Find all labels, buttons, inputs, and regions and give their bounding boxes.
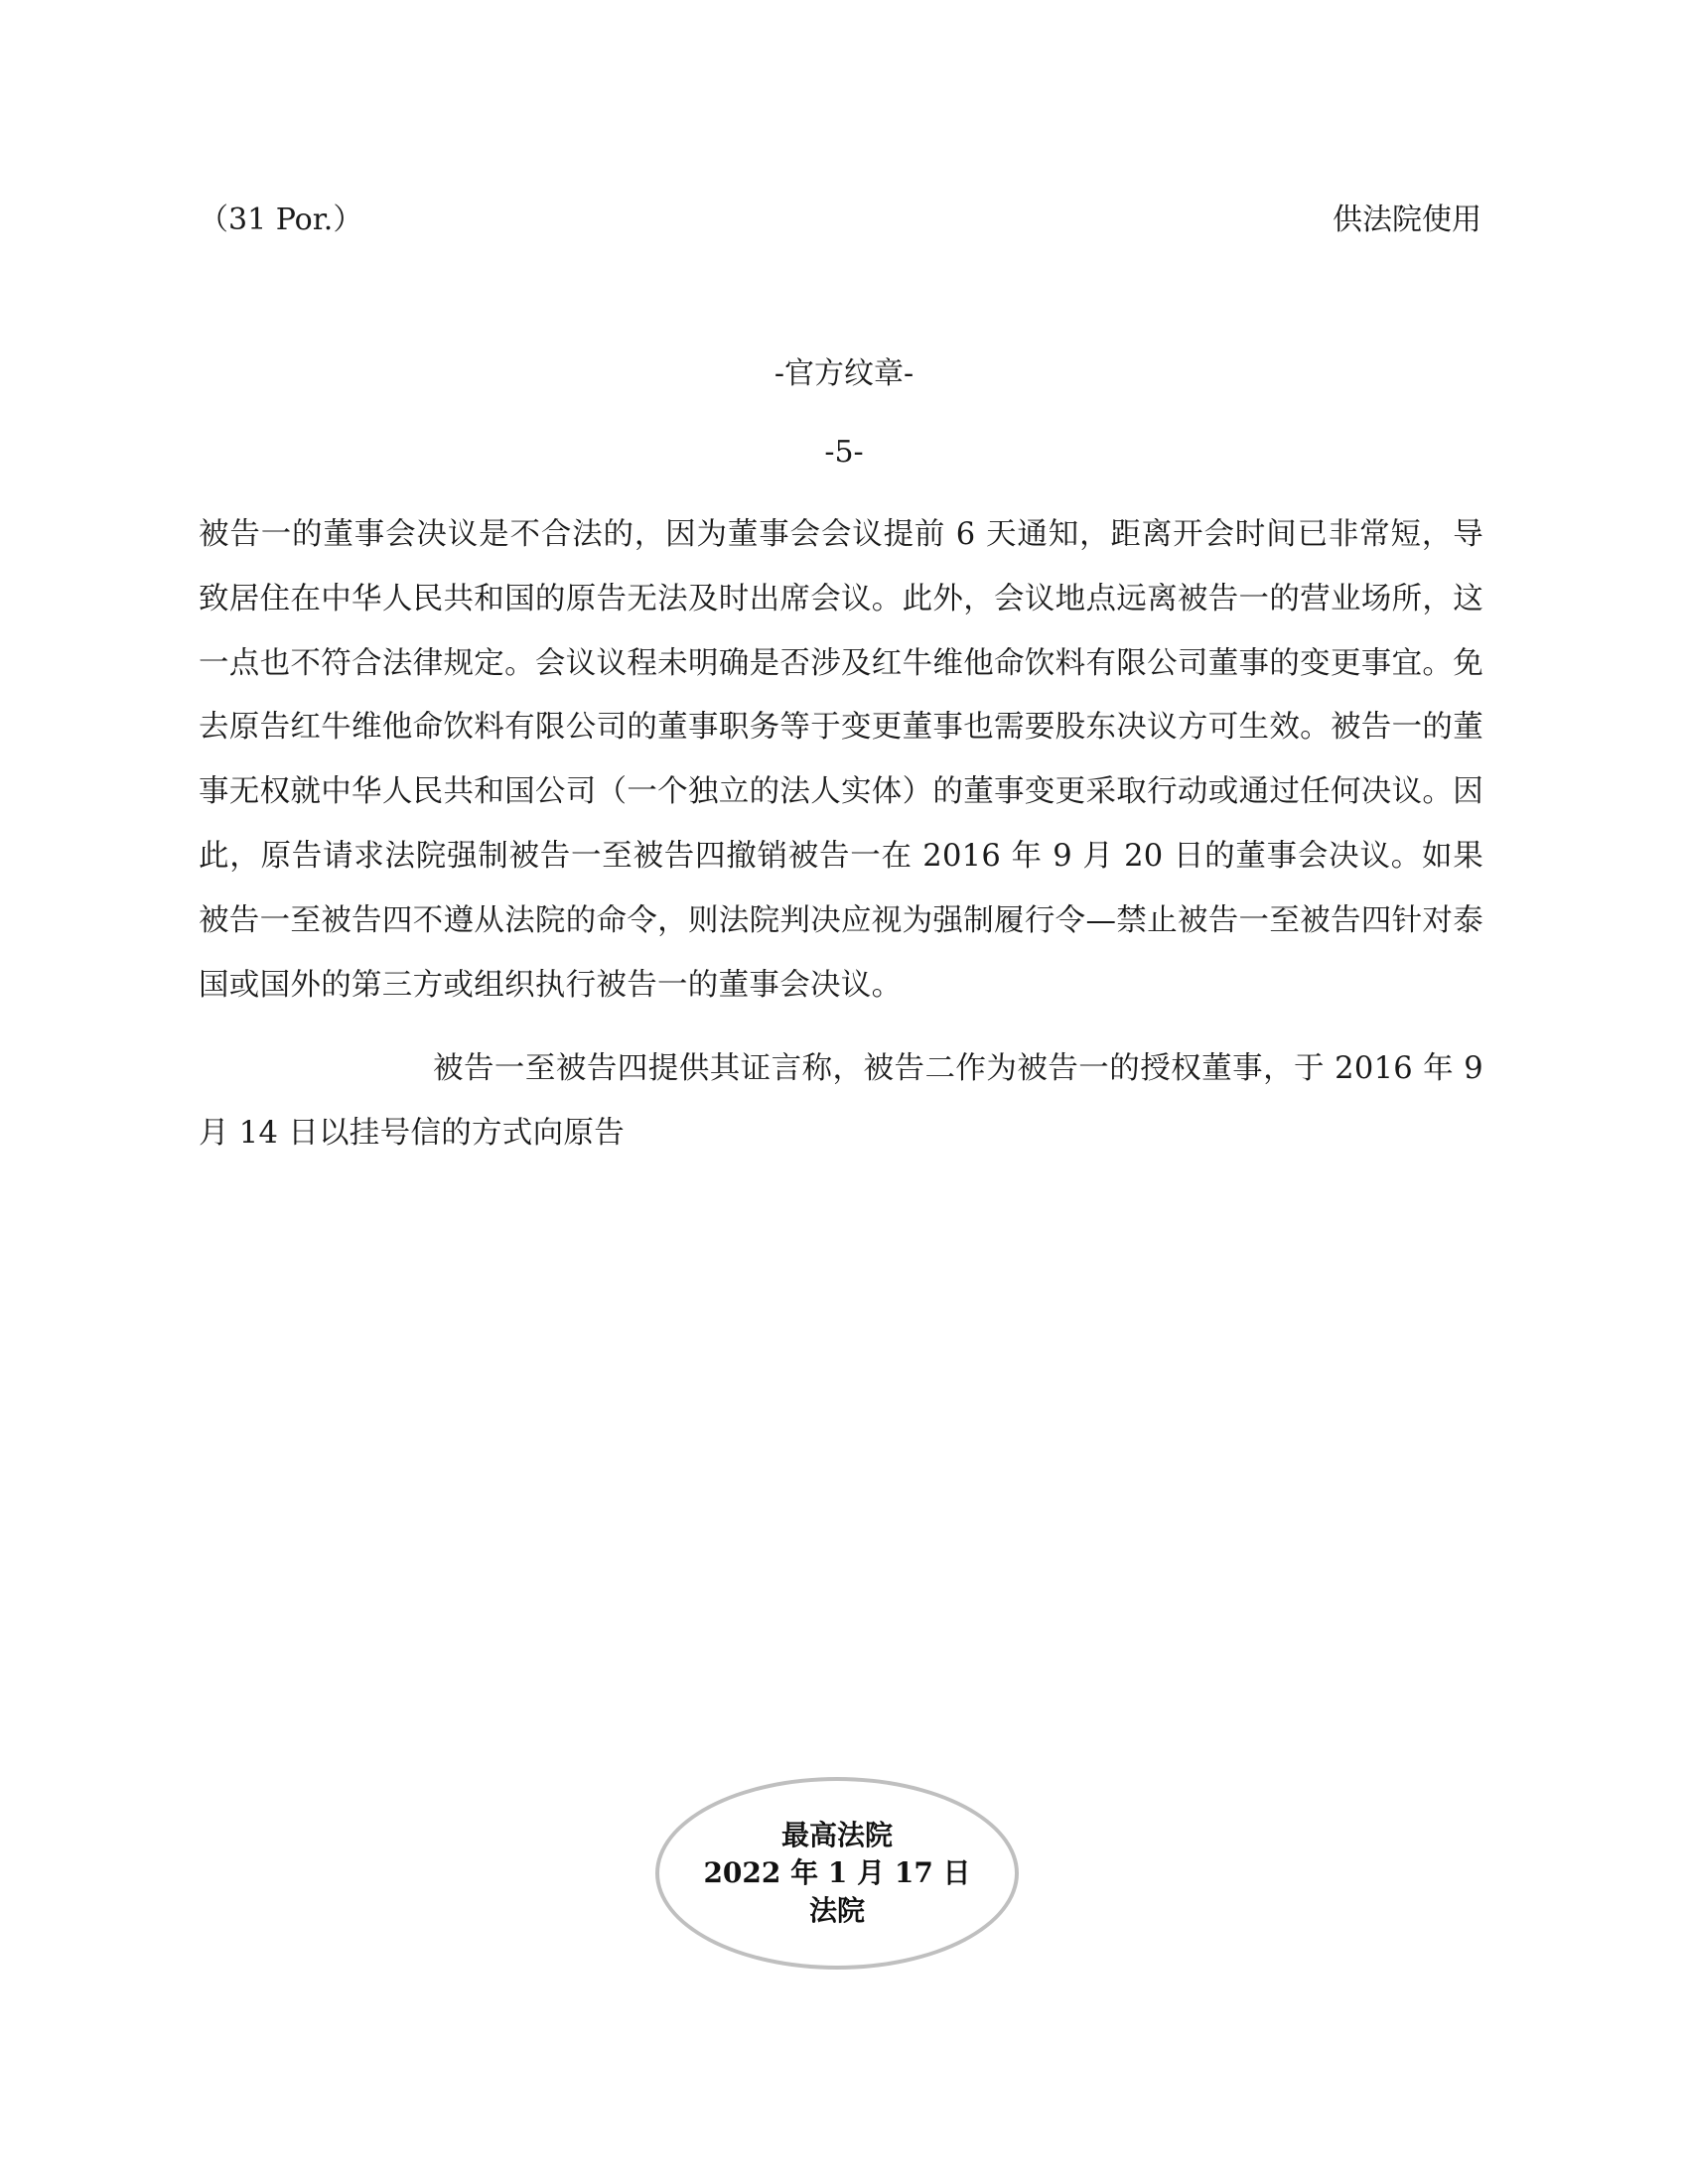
seal-label: 法院 [808, 1894, 865, 1927]
page-number: -5- [824, 435, 864, 470]
document-body [199, 503, 1483, 1166]
seal-court-name: 最高法院 [780, 1819, 893, 1851]
case-reference: （31 Por.） [199, 203, 363, 237]
court-use-label: 供法院使用 [1333, 203, 1481, 237]
paragraph: 被告一的董事会决议是不合法的，因为董事会会议提前 6 天通知，距离开会时间已非常短，导致居住在中华人民共和国的原告无法及时出席会议。此外，会议地点远离被告一的营业场所，这一点也不符合法律规定。会议议程未明确是否涉及红牛维他命饮料有限公司董事的变更事宜。免去原告红牛维他命饮料有限公司的董事职务等于变更董事也需要股东决议方可生效。被告一的董事无权就中华人民共和国公司（一个独立的法人实体）的董事变更采取行动或通过任何决议。因此，原告请求法院强制被告一至被告四撤销被告一在 2016 年 9 月 20 日的董事会决议。如果被告一至被告四不遵从法院的命令，则法院判决应视为强制履行令—禁止被告一至被告四针对泰国或国外的第三方或组织执行被告一的董事会决议。 [199, 517, 1483, 1003]
seal-date: 2022 年 1 月 17 日 [703, 1856, 971, 1889]
court-seal [655, 1777, 1019, 1970]
paragraph: 被告一至被告四提供其证言称，被告二作为被告一的授权董事，于 2016 年 9 月 14 日以挂号信的方式向原告 [199, 1051, 1483, 1152]
official-emblem-label: -官方纹章- [774, 356, 914, 391]
